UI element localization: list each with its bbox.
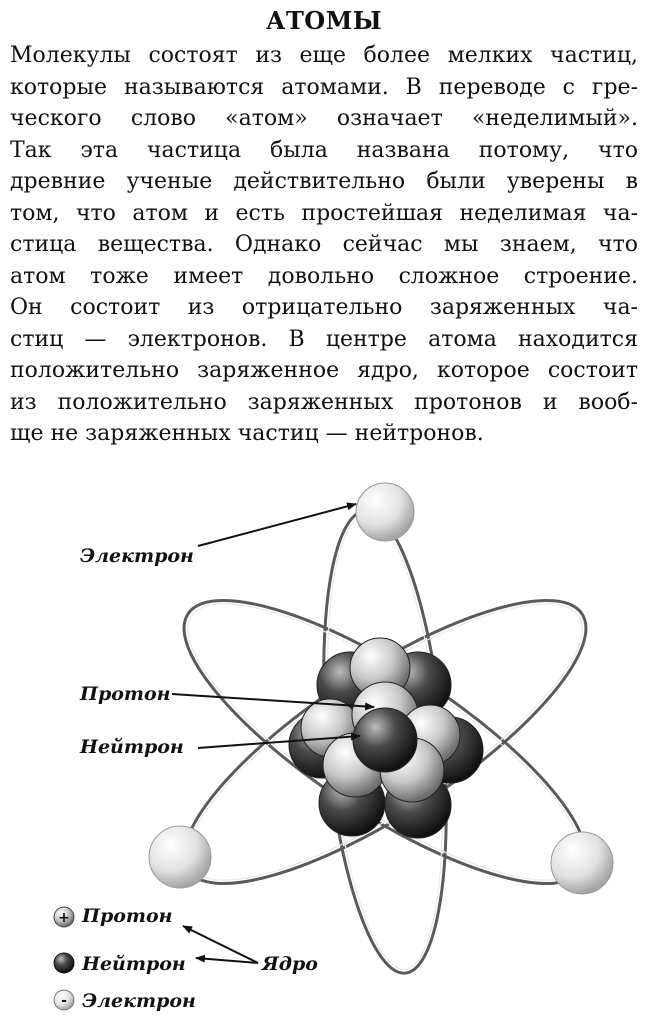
paragraph-line: атом тоже имеет довольно сложное строение.	[10, 263, 638, 289]
electron-label: Электрон	[80, 545, 194, 567]
paragraph-line: из положительно заряженных протонов и вооб-	[10, 389, 638, 415]
electron-pointer-arrow	[198, 504, 356, 546]
legend-neutron-label: Нейтрон	[82, 953, 186, 975]
paragraph-line: древние ученые действительно были уверены в	[10, 169, 638, 194]
nucleus	[289, 638, 483, 838]
page-title: АТОМЫ	[265, 6, 383, 35]
paragraph-line: ще не заряженных частиц — нейтронов.	[10, 421, 484, 446]
legend-electron-label: Электрон	[82, 990, 196, 1012]
paragraph-line: ческого слово «атом» означает «неделимый».	[10, 106, 638, 131]
proton-label: Протон	[80, 683, 171, 705]
paragraph-line: положительно заряженное ядро, которое состоит	[10, 358, 638, 383]
electron-particle	[356, 483, 414, 541]
legend-electron-sign: -	[61, 993, 67, 1009]
paragraph-line: стиц — электронов. В центре атома находится	[10, 326, 638, 352]
paragraph-line: которые называются атомами. В переводе с гре-	[10, 74, 638, 100]
atom-diagram	[0, 470, 648, 1024]
electron-particle	[149, 826, 211, 888]
legend-proton-sign: +	[58, 910, 70, 926]
legend	[54, 905, 318, 1012]
paragraph-line: Молекулы состоят из еще более мелких частиц,	[10, 43, 638, 68]
paragraph-line: Он состоит из отрицательно заряженных ча-	[10, 295, 638, 320]
neutron-particle	[353, 708, 417, 772]
nucleus-pointer-arrow	[183, 926, 258, 963]
paragraph	[10, 40, 638, 450]
electron-particle	[551, 832, 613, 894]
neutron-label: Нейтрон	[80, 736, 184, 758]
paragraph-line: том, что атом и есть простейшая неделимая ча-	[10, 200, 638, 226]
legend-proton-label: Протон	[82, 905, 173, 927]
paragraph-line: стица вещества. Однако сейчас мы знаем, что	[10, 232, 638, 257]
legend-nucleus-label: Ядро	[262, 953, 318, 975]
legend-neutron-icon	[54, 953, 74, 973]
paragraph-line: Так эта частица была названа потому, что	[10, 137, 638, 163]
